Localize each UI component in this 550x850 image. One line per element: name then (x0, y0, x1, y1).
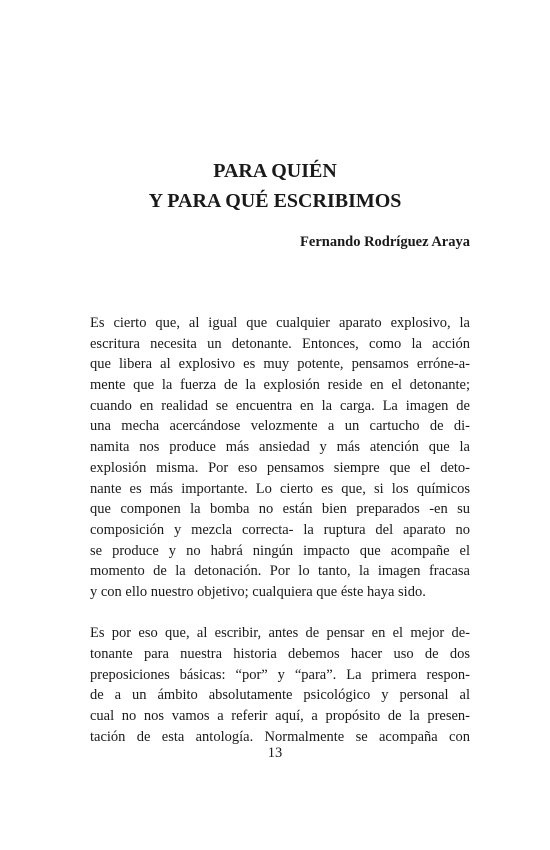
text-line: que componen la bomba no están bien preparados -en su (90, 501, 470, 518)
text-line: de a un ámbito absolutamente psicológico y personal al (90, 687, 470, 704)
text-line: nante es más importante. Lo cierto es que, si los químicos (90, 480, 470, 497)
paragraph-2 (90, 623, 470, 747)
body-text (90, 313, 470, 768)
text-line: tonante para nuestra historia debemos hacer uso de dos (90, 646, 470, 662)
text-line: cual no nos vamos a referir aquí, a propósito de la presen- (90, 708, 470, 725)
chapter-title-line-1: PARA QUIÉN (213, 160, 337, 182)
text-line: Es cierto que, al igual que cualquier aparato explosivo, la (90, 315, 470, 331)
text-line: cuando en realidad se encuentra en la carga. La imagen de (90, 397, 470, 414)
paragraph-1 (90, 313, 470, 603)
chapter-title-line-2: Y PARA QUÉ ESCRIBIMOS (148, 190, 402, 212)
text-line: que libera al explosivo es muy potente, pensamos erróne-a- (90, 356, 470, 373)
text-line: Es por eso que, al escribir, antes de pensar en el mejor de- (90, 625, 470, 642)
text-line: momento de la detonación. Por lo tanto, la imagen fracasa (90, 563, 470, 580)
text-line: composición y mezcla correcta- la ruptura del aparato no (90, 521, 470, 538)
text-line: una mecha acercándose velozmente a un cartucho de di- (90, 418, 470, 435)
text-line: escritura necesita un detonante. Entonces, como la acción (90, 335, 470, 352)
text-line: explosión misma. Por eso pensamos siempre que el deto- (90, 459, 470, 476)
text-line: se produce y no habrá ningún impacto que acompañe el (90, 542, 470, 559)
chapter-title (0, 156, 550, 216)
text-line: preposiciones básicas: “por” y “para”. La primera respon- (90, 666, 470, 683)
page-number: 13 (267, 745, 283, 761)
text-line: namita nos produce más ansiedad y más atención que la (90, 439, 470, 456)
author-name: Fernando Rodríguez Araya (300, 234, 470, 250)
text-line: tación de esta antología. Normalmente se acompaña con (90, 728, 470, 745)
text-line: y con ello nuestro objetivo; cualquiera que éste haya sido. (90, 583, 426, 600)
text-line: mente que la fuerza de la explosión reside en el detonante; (90, 377, 470, 394)
